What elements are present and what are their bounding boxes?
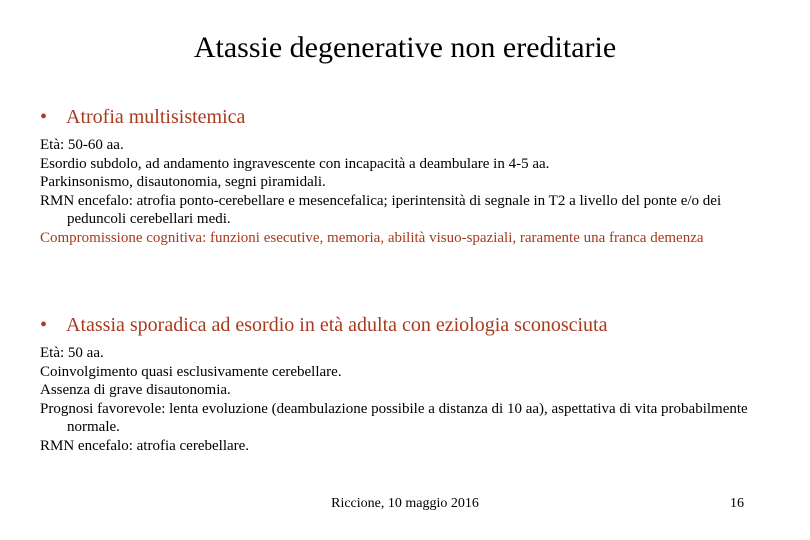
body-line: Assenza di grave disautonomia. bbox=[40, 382, 231, 398]
section-heading bbox=[40, 312, 780, 338]
bullet-icon: • bbox=[40, 314, 48, 336]
section-heading bbox=[40, 104, 780, 130]
footer-location-date: Riccione, 10 maggio 2016 bbox=[331, 496, 479, 511]
section-atassia-sporadica bbox=[40, 312, 780, 455]
section-body bbox=[40, 136, 780, 247]
body-line: Esordio subdolo, ad andamento ingravescente con incapacità a deambulare in 4-5 aa. bbox=[40, 155, 550, 172]
body-line: Età: 50 aa. bbox=[40, 345, 104, 361]
page-number: 16 bbox=[730, 496, 744, 511]
section-heading-text: Atassia sporadica ad esordio in età adulta con eziologia sconosciuta bbox=[66, 314, 608, 336]
body-line-highlight: Compromissione cognitiva: funzioni esecutive, memoria, abilità visuo-spaziali, raramente una franca demenza bbox=[40, 229, 704, 246]
section-heading-text: Atrofia multisistemica bbox=[66, 106, 246, 128]
slide-title: Atassie degenerative non ereditarie bbox=[193, 31, 617, 64]
body-line: RMN encefalo: atrofia cerebellare. bbox=[40, 437, 250, 454]
body-line: RMN encefalo: atrofia ponto-cerebellare e mesencefalica; iperintensità di segnale in T2 a livello del ponte e/o dei peduncoli cerebellari medi. bbox=[40, 192, 722, 227]
bullet-icon: • bbox=[40, 106, 48, 128]
body-line: Età: 50-60 aa. bbox=[40, 137, 124, 153]
section-atrofia-multisistemica bbox=[40, 104, 780, 247]
body-line: Prognosi favorevole: lenta evoluzione (deambulazione possibile a distanza di 10 aa), aspettativa di vita probabilmente normale. bbox=[40, 400, 748, 435]
body-line: Parkinsonismo, disautonomia, segni piramidali. bbox=[40, 174, 326, 190]
body-line: Coinvolgimento quasi esclusivamente cerebellare. bbox=[40, 363, 342, 380]
section-body bbox=[40, 344, 780, 455]
